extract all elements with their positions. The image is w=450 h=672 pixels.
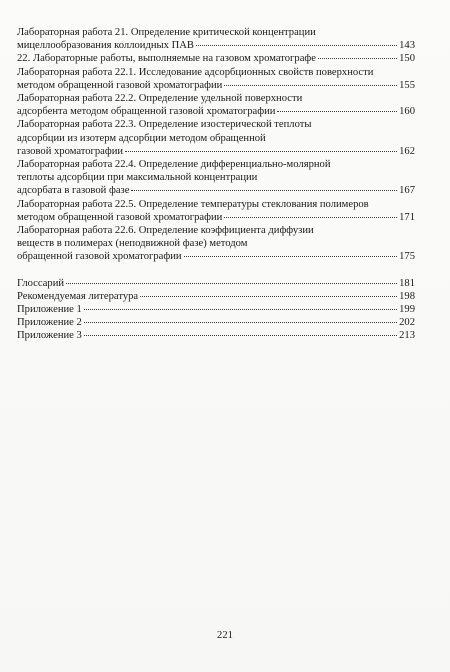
toc-page-number: 171 xyxy=(399,211,415,223)
dot-leader xyxy=(84,334,397,336)
toc-entry-text: Глоссарий xyxy=(17,277,65,289)
toc-entry-text: адсорбции из изотерм адсорбции методом обращенной xyxy=(17,132,266,144)
toc-entry xyxy=(17,329,415,342)
toc-entry-text: методом обращенной газовой хроматографии xyxy=(17,79,223,91)
toc-entry xyxy=(17,224,415,264)
dot-leader xyxy=(184,255,398,257)
toc-entry-text: 22. Лабораторные работы, выполняемые на газовом хроматографе xyxy=(17,53,316,65)
toc-entry-text: Рекомендуемая литература xyxy=(17,290,139,302)
toc-entry xyxy=(17,277,415,290)
dot-leader xyxy=(84,321,397,323)
toc-entry xyxy=(17,52,415,65)
toc-entry-text: Лабораторная работа 22.5. Определение температуры стеклования полимеров xyxy=(17,198,369,210)
toc-entry xyxy=(17,290,415,303)
toc-entry-text: адсорбата в газовой фазе xyxy=(17,185,130,197)
toc-entry xyxy=(17,303,415,316)
toc-entry-text: Лабораторная работа 22.2. Определение удельной поверхности xyxy=(17,93,303,105)
toc-entry xyxy=(17,118,415,158)
toc-entry-text: обращенной газовой хроматографии xyxy=(17,251,182,263)
toc-page-number: 143 xyxy=(399,40,415,52)
toc-entry-text: Лабораторная работа 22.3. Определение изостерической теплоты xyxy=(17,119,312,131)
dot-leader xyxy=(224,84,397,86)
dot-leader xyxy=(66,282,397,284)
toc-page-number: 181 xyxy=(399,277,415,289)
toc-entry xyxy=(17,158,415,198)
toc-entry-text: Лабораторная работа 22.4. Определение дифференциально-молярной xyxy=(17,159,331,171)
dot-leader xyxy=(196,44,397,46)
toc-page-number: 150 xyxy=(399,53,415,65)
dot-leader xyxy=(277,110,397,112)
toc-entry-text: Приложение 1 xyxy=(17,304,82,316)
toc-page-number: 175 xyxy=(399,251,415,263)
table-of-contents xyxy=(17,26,415,343)
dot-leader xyxy=(318,57,397,59)
toc-page-number: 167 xyxy=(399,185,415,197)
toc-page-number: 160 xyxy=(399,106,415,118)
toc-entry xyxy=(17,316,415,329)
dot-leader xyxy=(140,295,397,297)
dot-leader xyxy=(131,189,397,191)
page-number: 221 xyxy=(217,630,233,641)
toc-page-number: 199 xyxy=(399,304,415,316)
toc-page-number: 202 xyxy=(399,317,415,329)
dot-leader xyxy=(224,216,397,218)
toc-entry-text: веществ в полимерах (неподвижной фазе) методом xyxy=(17,238,248,250)
toc-entry-text: Лабораторная работа 22.6. Определение коэффициента диффузии xyxy=(17,225,314,237)
toc-page-number: 155 xyxy=(399,79,415,91)
toc-entry-text: Лабораторная работа 22.1. Исследование адсорбционных свойств поверхности xyxy=(17,66,374,78)
toc-entry-text: Приложение 3 xyxy=(17,330,82,342)
toc-entry-text: Лабораторная работа 21. Определение критической концентрации xyxy=(17,27,316,38)
toc-entry xyxy=(17,198,415,224)
toc-entry-text: методом обращенной газовой хроматографии xyxy=(17,211,223,223)
toc-entry-text: мицеллообразования коллоидных ПАВ xyxy=(17,40,194,52)
toc-page-number: 162 xyxy=(399,145,415,157)
toc-page-number: 198 xyxy=(399,290,415,302)
dot-leader xyxy=(84,308,397,310)
toc-entry xyxy=(17,66,415,92)
toc-entry xyxy=(17,92,415,118)
toc-entry-text: Приложение 2 xyxy=(17,317,82,329)
toc-entry-text: теплоты адсорбции при максимальной концентрации xyxy=(17,172,258,184)
toc-entry-text: адсорбента методом обращенной газовой хроматографии xyxy=(17,106,276,118)
toc-page-number: 213 xyxy=(399,330,415,342)
toc-entry xyxy=(17,26,415,52)
toc-entry-text: газовой хроматографии xyxy=(17,145,124,157)
dot-leader xyxy=(125,150,397,152)
